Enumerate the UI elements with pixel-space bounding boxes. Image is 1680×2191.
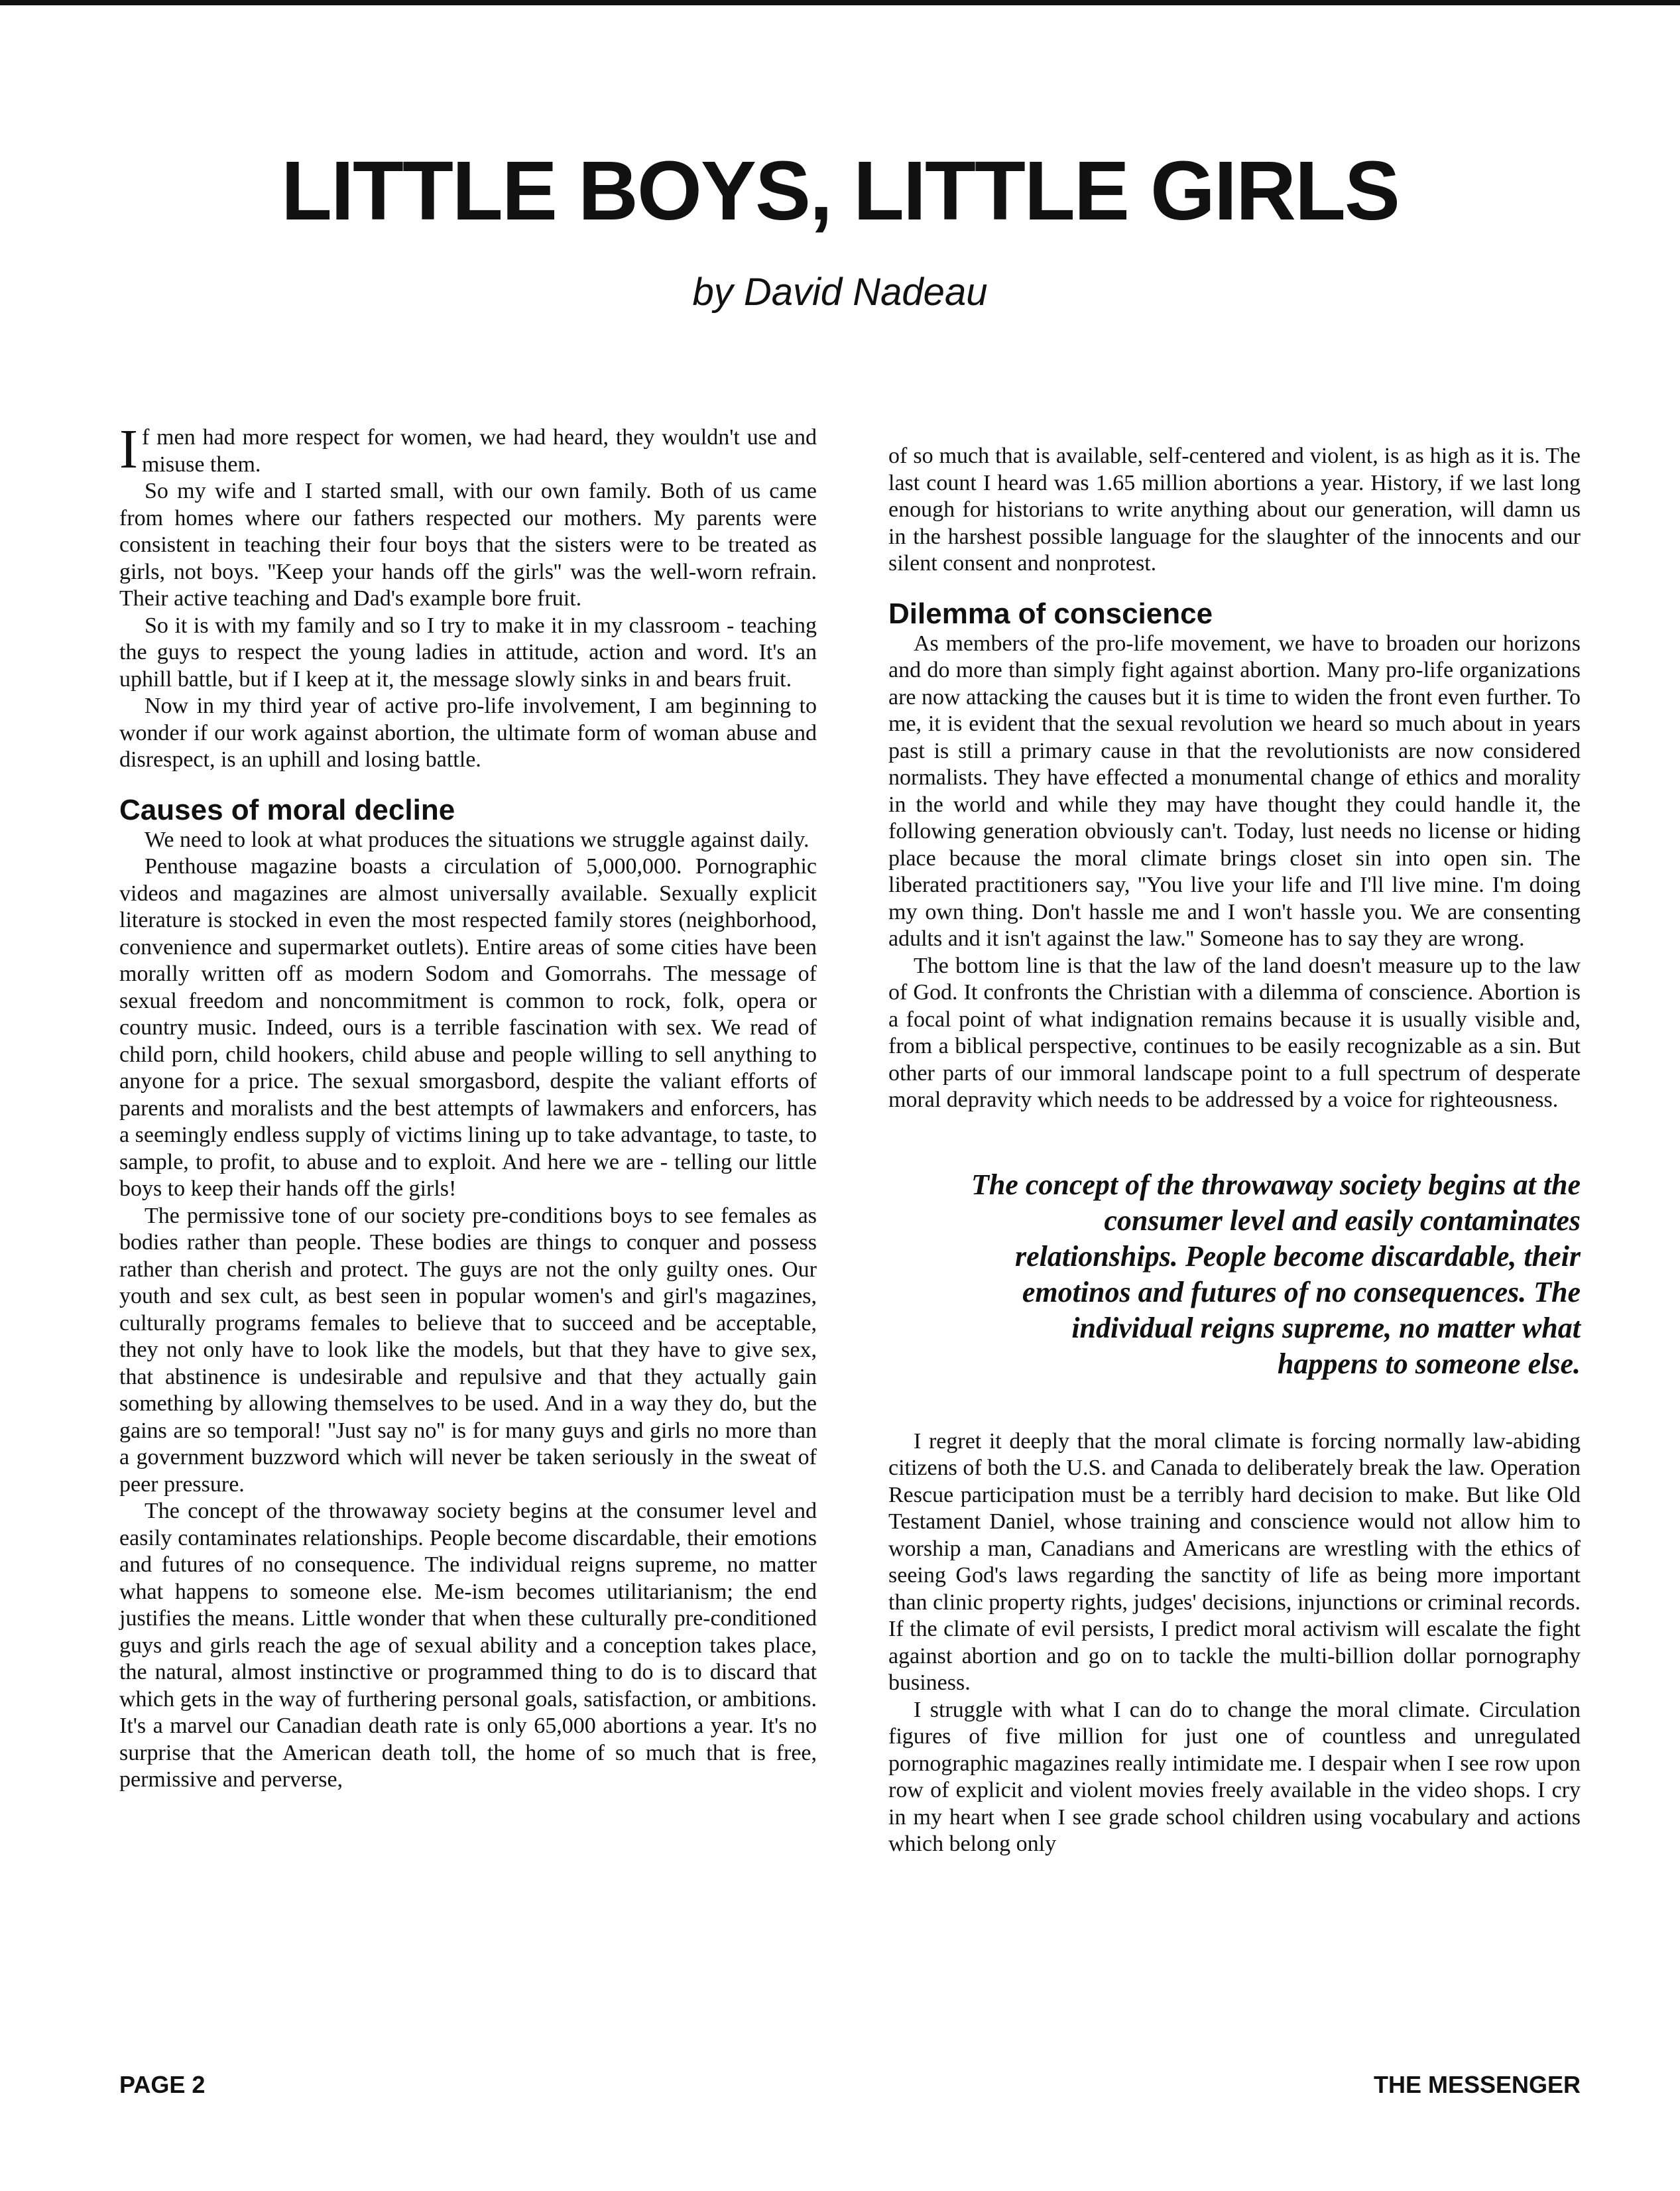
paragraph: If men had more respect for women, we had heard, they wouldn't use and misuse them.	[119, 418, 817, 480]
paragraph: Now in my third year of active pro-life involvement, I am beginning to wonder if our work against abortion, the ultimate form of woman abuse and disrespect, is an uphill and losing battle.	[119, 694, 817, 772]
paragraph: Penthouse magazine boasts a circulation of 5,000,000. Pornographic videos and magazines are almost universally available. Sexually explicit literature is stocked in even the most respected family stores (neighborhood, convenience and supermarket outlets). Entire areas of some cities have been morally written off as modern Sodom and Gomorrahs. The message of sexual freedom and noncommitment is common to rock, folk, opera or country music. Indeed, ours is a terrible fascination with sex. We read of child porn, child hookers, child abuse and people willing to sell anything to anyone for a price. The sexual smorgasbord, despite the valiant efforts of parents and moralists and the best attempts of lawmakers and enforcers, has a seemingly endless supply of victims lining up to take advantage, to taste, to sample, to profit, to abuse and to exploit. And here we are - telling our little boys to keep their hands off the girls!	[119, 854, 817, 1201]
paragraph: So it is with my family and so I try to make it in my classroom - teaching the guys to respect the young ladies in attitude, action and word. It's an uphill battle, but if I keep at it, the message slowly sinks in and bears fruit.	[119, 613, 817, 692]
paragraph: As members of the pro-life movement, we have to broaden our horizons and do more than simply fight against abortion. Many pro-life organizations are now attacking the causes but it is time to widen the front even further. To me, it is evident that the sexual revolution we heard so much about in years past is still a primary cause in that the revolutionists are now considered normalists. They have effected a monumental change of ethics and morality in the world and while they may have thought they could handle it, the following generation obviously can't. Today, lust needs no license or hiding place because the moral climate brings closet sin into open sin. The liberated practitioners say, ''You live your life and I'll live mine. I'm doing my own thing. Don't hassle me and I won't hassle you. We are consenting adults and it isn't against the law.'' Someone has to say they are wrong.	[888, 631, 1581, 951]
paragraph: The permissive tone of our society pre-conditions boys to see females as bodies rather than people. These bodies are things to conquer and possess rather than cherish and protect. The guys are not the only guilty ones. Our youth and sex cult, as best seen in popular women's and girl's magazines, culturally programs females to believe that to succeed and be acceptable, they not only have to look like the models, but that they have to give sex, that abstinence is undesirable and repulsive and that they actually gain something by allowing themselves to be used. And in a way they do, but the gains are so temporal! ''Just say no'' is for many guys and girls no more than a government buzzword which will never be taken seriously in the sweat of peer pressure.	[119, 1203, 817, 1497]
paragraph: I struggle with what I can do to change the moral climate. Circulation figures of five million for just one of countless and unregulated pornographic magazines really intimidate me. I despair when I see row upon row of explicit and violent movies freely available in the video shops. I cry in my heart when I see grade school children using vocabulary and actions which belong only	[888, 1697, 1581, 1856]
drop-cap: I	[119, 418, 138, 480]
paragraph: of so much that is available, self-centered and violent, is as high as it is. The last count I heard was 1.65 million abortions a year. History, if we last long enough for historians to write anything about our generation, will damn us in the harshest possible language for the slaughter of the innocents and our silent consent and nonprotest.	[888, 444, 1581, 576]
article-byline: by David Nadeau	[692, 271, 988, 314]
article-title: LITTLE BOYS, LITTLE GIRLS	[281, 144, 1399, 237]
top-border	[0, 0, 1680, 5]
section-heading: Dilemma of conscience	[888, 597, 1213, 630]
paragraph: So my wife and I started small, with our own family. Both of us came from homes where our fathers respected our mothers. My parents were consistent in teaching their four boys that the sisters were to be treated as girls, not boys. ''Keep your hands off the girls'' was the well-worn refrain. Their active teaching and Dad's example bore fruit.	[119, 479, 817, 611]
pull-quote: The concept of the throwaway society begins at the consumer level and easily contaminates relationships. People become discardable, their emotinos and futures of no consequences. The individual reigns supreme, no matter what happens to someone else.	[971, 1168, 1581, 1380]
section-heading: Causes of moral decline	[119, 793, 455, 826]
paragraph: We need to look at what produces the situations we struggle against daily.	[145, 827, 810, 852]
left-column	[119, 418, 817, 1794]
paragraph: The bottom line is that the law of the land doesn't measure up to the law of God. It confronts the Christian with a dilemma of conscience. Abortion is a focal point of what indignation remains because it is usually visible and, from a biblical perspective, continues to be easily recognizable as a sin. But other parts of our immoral landscape point to a full spectrum of desperate moral depravity which needs to be addressed by a voice for righteousness.	[888, 953, 1581, 1112]
publication-name: THE MESSENGER	[1373, 2071, 1581, 2098]
right-column	[888, 443, 1581, 1858]
paragraph: I regret it deeply that the moral climate is forcing normally law-abiding citizens of both the U.S. and Canada to deliberately break the law. Operation Rescue participation must be a terribly hard decision to make. But like Old Testament Daniel, whose training and conscience would not allow him to worship a man, Canadians and Americans are wrestling with the ethics of seeing God's laws regarding the sanctity of life as being more important than clinic property rights, judges' decisions, injunctions or criminal records. If the climate of evil persists, I predict moral activism will escalate the fight against abortion and go on to tackle the multi-billion dollar pornography business.	[888, 1428, 1581, 1695]
page-number: PAGE 2	[119, 2071, 206, 2098]
paragraph: The concept of the throwaway society begins at the consumer level and easily contaminates relationships. People become discardable, their emotions and futures of no consequence. The individual reigns supreme, no matter what happens to someone else. Me-ism becomes utilitarianism; the end justifies the means. Little wonder that when these culturally pre-conditioned guys and girls reach the age of sexual ability and a conception takes place, the natural, almost instinctive or programmed thing to do is to discard that which gets in the way of furthering personal goals, satisfaction, or ambitions. It's a marvel our Canadian death rate is only 65,000 abortions a year. It's no surprise that the American death toll, the home of so much that is free, permissive and perverse,	[119, 1499, 817, 1792]
